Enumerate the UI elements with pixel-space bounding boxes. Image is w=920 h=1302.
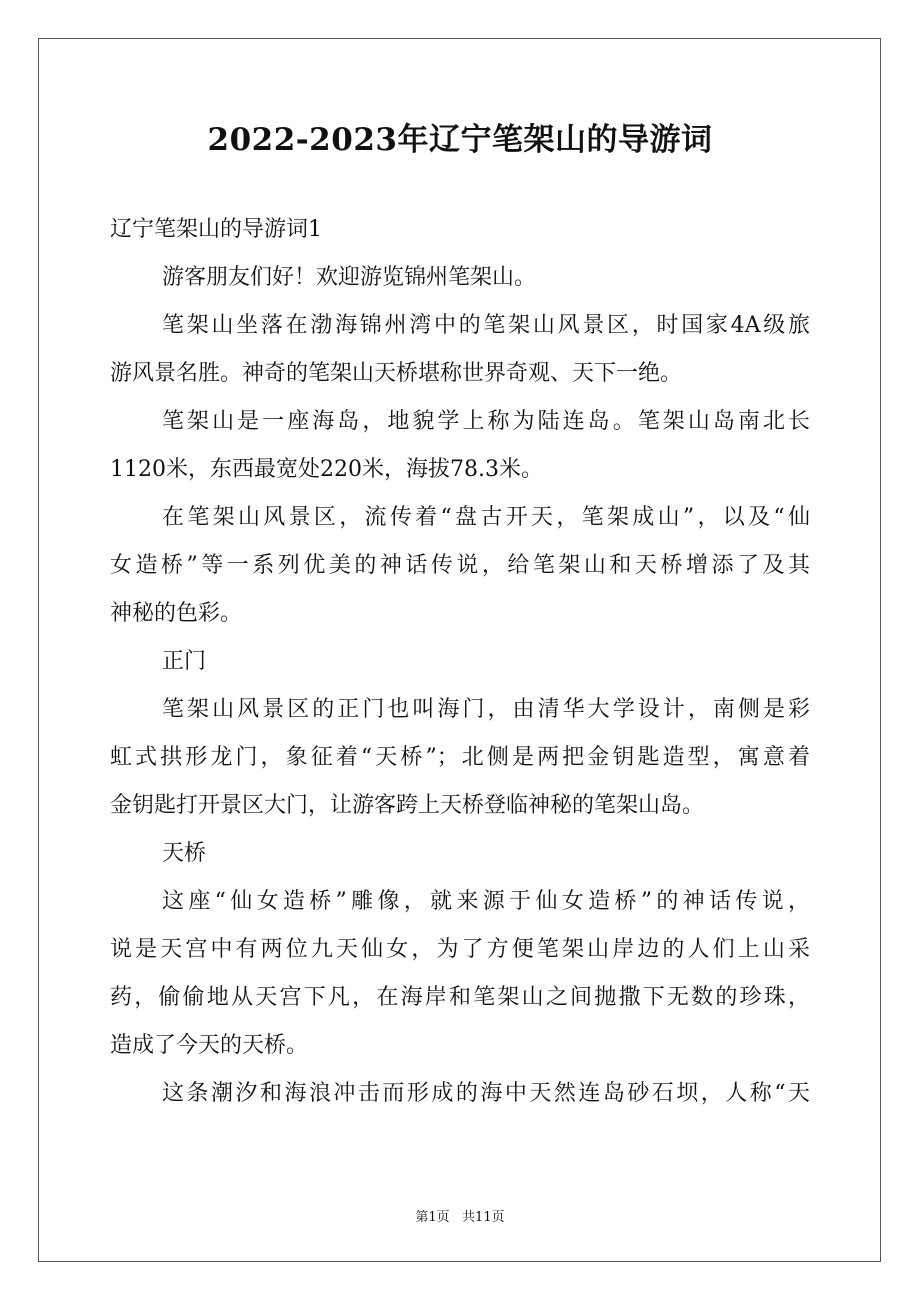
paragraph-line: 药，偷偷地从天宫下凡，在海岸和笔架山之间抛撒下无数的珍珠， — [110, 985, 810, 1010]
document-title: 2022-2023年辽宁笔架山的导游词 — [207, 122, 713, 158]
paragraph-line: 笔架山风景区的正门也叫海门，由清华大学设计，南侧是彩 — [162, 697, 810, 722]
paragraph-line: 笔架山是一座海岛，地貌学上称为陆连岛。笔架山岛南北长 — [162, 409, 810, 434]
paragraph-line: 游风景名胜。神奇的笔架山天桥堪称世界奇观、天下一绝。 — [110, 361, 683, 386]
section-heading-bridge: 天桥 — [162, 841, 207, 866]
paragraph-line: 神秘的色彩。 — [110, 601, 243, 626]
section-heading-gate: 正门 — [162, 649, 207, 674]
paragraph-line: 这条潮汐和海浪冲击而形成的海中天然连岛砂石坝，人称“天 — [162, 1081, 810, 1106]
paragraph-line: 说是天宫中有两位九天仙女，为了方便笔架山岸边的人们上山采 — [110, 937, 810, 962]
paragraph-line: 在笔架山风景区，流传着“盘古开天，笔架成山”，以及“仙 — [162, 505, 810, 530]
paragraph-line: 1120米，东西最宽处220米，海拔78.3米。 — [110, 457, 543, 482]
paragraph-line: 游客朋友们好！欢迎游览锦州笔架山。 — [162, 265, 537, 290]
page-number: 第1页 共11页 — [415, 1210, 505, 1225]
section-heading: 辽宁笔架山的导游词1 — [110, 217, 322, 242]
paragraph-line: 女造桥”等一系列优美的神话传说，给笔架山和天桥增添了及其 — [110, 553, 810, 578]
paragraph-line: 金钥匙打开景区大门，让游客跨上天桥登临神秘的笔架山岛。 — [110, 793, 705, 818]
paragraph-line: 造成了今天的天桥。 — [110, 1033, 309, 1058]
paragraph-line: 这座“仙女造桥”雕像，就来源于仙女造桥”的神话传说， — [162, 889, 810, 914]
paragraph-line: 虹式拱形龙门，象征着“天桥”；北侧是两把金钥匙造型，寓意着 — [110, 745, 810, 770]
paragraph-line: 笔架山坐落在渤海锦州湾中的笔架山风景区，时国家4A级旅 — [162, 313, 810, 338]
